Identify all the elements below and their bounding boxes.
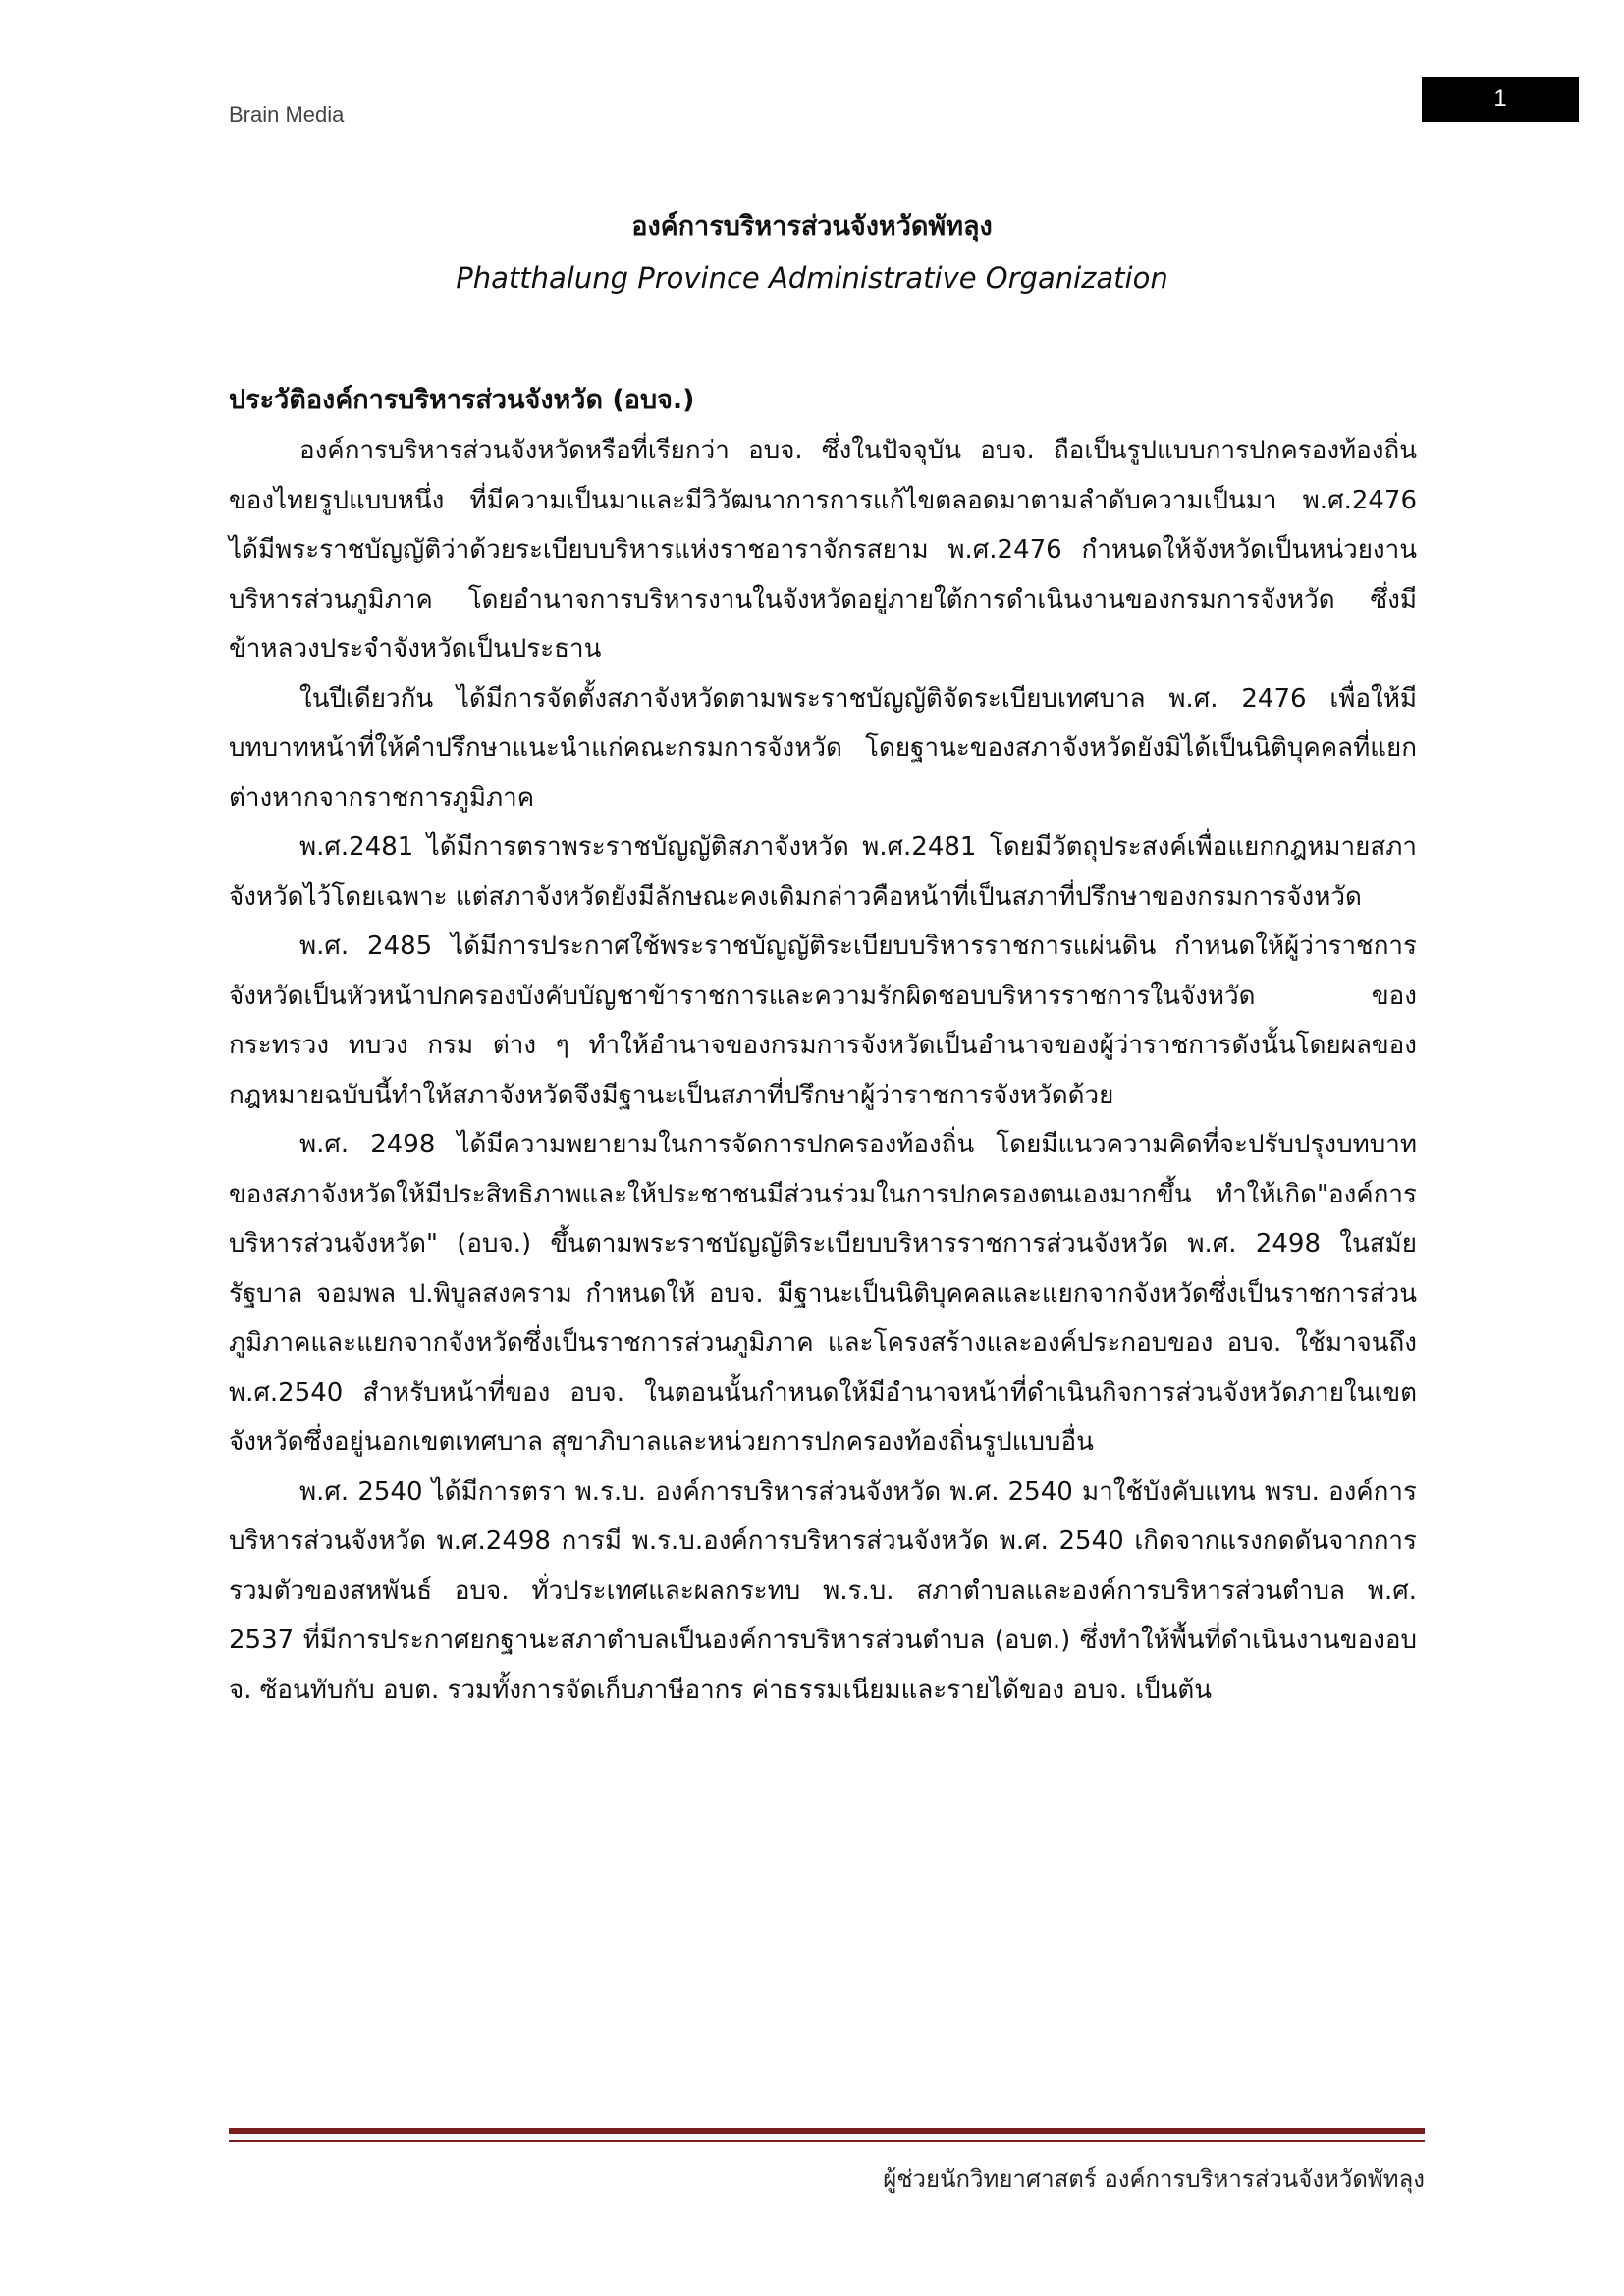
- footer-text: ผู้ช่วยนักวิทยาศาสตร์ องค์การบริหารส่วนจังหวัดพัทลุง: [883, 2165, 1425, 2193]
- section-heading: ประวัติองค์การบริหารส่วนจังหวัด (อบจ.): [229, 385, 695, 415]
- header-brand: Brain Media: [229, 102, 345, 127]
- paragraph: องค์การบริหารส่วนจังหวัดหรือที่เรียกว่า อบจ. ซึ่งในปัจจุบัน อบจ. ถือเป็นรูปแบบการปกครองท้องถิ่นของไทยรูปแบบหนึ่ง ที่มีความเป็นมาและมีวิวัฒนาการการแก้ไขตลอดมาตามลำดับความเป็นมา พ.ศ.2476 ได้มีพระราชบัญญัติว่าด้วยระเบียบบริหารแห่งราชอาราจักรสยาม พ.ศ.2476 กำหนดให้จังหวัดเป็นหน่วยงานบริหารส่วนภูมิภาค โดยอำนาจการบริหารงานในจังหวัดอยู่ภายใต้การดำเนินงานของกรมการจังหวัด ซึ่งมีข้าหลวงประจำจังหวัดเป็นประธาน: [229, 436, 1417, 664]
- footer-divider: [229, 2128, 1425, 2134]
- page-number: 1: [1422, 77, 1579, 122]
- footer-divider-thin: [229, 2140, 1425, 2142]
- title-english: Phatthalung Province Administrative Organization: [456, 261, 1168, 294]
- paragraph: พ.ศ. 2485 ได้มีการประกาศใช้พระราชบัญญัติระเบียบบริหารราชการแผ่นดิน กำหนดให้ผู้ว่าราชการจังหวัดเป็นหัวหน้าปกครองบังคับบัญชาข้าราชการและความรักผิดชอบบริหารราชการในจังหวัด ของ กระทรวง ทบวง กรม ต่าง ๆ ทำให้อำนาจของกรมการจังหวัดเป็นอำนาจของผู้ว่าราชการดังนั้นโดยผลของกฎหมายฉบับนี้ทำให้สภาจังหวัดจึงมีฐานะเป็นสภาที่ปรึกษาผู้ว่าราชการจังหวัดด้วย: [229, 932, 1417, 1110]
- body-content: [229, 426, 1417, 1715]
- paragraph: พ.ศ. 2498 ได้มีความพยายามในการจัดการปกครองท้องถิ่น โดยมีแนวความคิดที่จะปรับปรุงบทบาทของสภาจังหวัดให้มีประสิทธิภาพและให้ประชาชนมีส่วนร่วมในการปกครองตนเองมากขึ้น ทำให้เกิด"องค์การบริหารส่วนจังหวัด" (อบจ.) ขึ้นตามพระราชบัญญัติระเบียบบริหารราชการส่วนจังหวัด พ.ศ. 2498 ในสมัยรัฐบาล จอมพล ป.พิบูลสงคราม กำหนดให้ อบจ. มีฐานะเป็นนิติบุคคลและแยกจากจังหวัดซึ่งเป็นราชการส่วนภูมิภาคและแยกจากจังหวัดซึ่งเป็นราชการส่วนภูมิภาค และโครงสร้างและองค์ประกอบของ อบจ. ใช้มาจนถึง พ.ศ.2540 สำหรับหน้าที่ของ อบจ. ในตอนนั้นกำหนดให้มีอำนาจหน้าที่ดำเนินกิจการส่วนจังหวัดภายในเขตจังหวัดซึ่งอยู่นอกเขตเทศบาล สุขาภิบาลและหน่วยการปกครองท้องถิ่นรูปแบบอื่น: [229, 1130, 1417, 1457]
- paragraph: ในปีเดียวกัน ได้มีการจัดตั้งสภาจังหวัดตามพระราชบัญญัติจัดระเบียบเทศบาล พ.ศ. 2476 เพื่อให้มีบทบาทหน้าที่ให้คำปรึกษาแนะนำแก่คณะกรมการจังหวัด โดยฐานะของสภาจังหวัดยังมิได้เป็นนิติบุคคลที่แยกต่างหากจากราชการภูมิภาค: [229, 683, 1417, 813]
- paragraph: พ.ศ. 2540 ได้มีการตรา พ.ร.บ. องค์การบริหารส่วนจังหวัด พ.ศ. 2540 มาใช้บังคับแทน พรบ. องค์การบริหารส่วนจังหวัด พ.ศ.2498 การมี พ.ร.บ.องค์การบริหารส่วนจังหวัด พ.ศ. 2540 เกิดจากแรงกดดันจากการรวมตัวของสหพันธ์ อบจ. ทั่วประเทศและผลกระทบ พ.ร.บ. สภาตำบลและองค์การบริหารส่วนตำบล พ.ศ. 2537 ที่มีการประกาศยกฐานะสภาตำบลเป็นองค์การบริหารส่วนตำบล (อบต.) ซึ่งทำให้พื้นที่ดำเนินงานของอบจ. ซ้อนทับกับ อบต. รวมทั้งการจัดเก็บภาษีอากร ค่าธรรมเนียมและรายได้ของ อบจ. เป็นต้น: [229, 1476, 1417, 1705]
- title-thai: องค์การบริหารส่วนจังหวัดพัทลุง: [631, 211, 993, 241]
- paragraph: พ.ศ.2481 ได้มีการตราพระราชบัญญัติสภาจังหวัด พ.ศ.2481 โดยมีวัตถุประสงค์เพื่อแยกกฎหมายสภาจังหวัดไว้โดยเฉพาะ แต่สภาจังหวัดยังมีลักษณะคงเดิมกล่าวคือหน้าที่เป็นสภาที่ปรึกษาของกรมการจังหวัด: [229, 832, 1417, 912]
